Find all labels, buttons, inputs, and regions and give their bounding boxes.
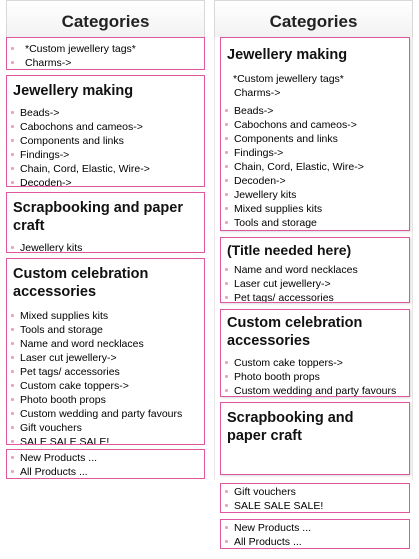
category-link[interactable]: Findings-> [221, 146, 409, 160]
right-box-vouchers-sale [220, 483, 410, 513]
category-link[interactable]: Jewellery kits [7, 241, 204, 253]
category-link[interactable]: Decoden-> [7, 176, 204, 187]
box-title: Custom celebration accessories [227, 315, 363, 349]
right-categories-header: Categories [214, 0, 413, 37]
left-box-scrapbooking [6, 192, 205, 253]
category-link[interactable]: Custom wedding and party favours [221, 384, 409, 397]
category-link[interactable]: Name and word necklaces [7, 337, 204, 351]
products-link[interactable]: New Products ... [7, 451, 204, 465]
category-link[interactable]: Components and links [221, 132, 409, 146]
category-link[interactable]: Gift vouchers [221, 485, 409, 499]
box-title: Custom celebration accessories [13, 266, 149, 300]
category-link[interactable]: *Custom jewellery tags* [233, 73, 344, 85]
category-link[interactable]: Custom cake toppers-> [221, 356, 409, 370]
category-link[interactable]: Findings-> [7, 148, 204, 162]
category-link[interactable]: Mixed supplies kits [7, 309, 204, 323]
category-link[interactable]: Chain, Cord, Elastic, Wire-> [7, 162, 204, 176]
box-title: (Title needed here) [227, 242, 352, 258]
category-link[interactable]: Charms-> [234, 87, 281, 99]
box-title: Jewellery making [13, 83, 134, 99]
category-link[interactable]: Laser cut jewellery-> [7, 351, 204, 365]
box-title: Scrapbooking and paper craft [13, 200, 183, 234]
left-box-custom-celebration [6, 258, 205, 445]
category-link[interactable]: Name and word necklaces [221, 263, 409, 277]
category-link[interactable]: Photo booth props [221, 370, 409, 384]
category-link[interactable]: Chain, Cord, Elastic, Wire-> [221, 160, 409, 174]
products-link[interactable]: All Products ... [221, 535, 409, 549]
left-categories-column [6, 0, 205, 37]
box-title: Jewellery making [227, 47, 348, 63]
left-box-jewellery-making [6, 75, 205, 187]
right-box-custom-celebration [220, 309, 410, 397]
right-box-products [220, 519, 410, 549]
left-box-custom-tags [6, 37, 205, 70]
category-link[interactable]: Gift vouchers [7, 421, 204, 435]
category-link[interactable]: Pet tags/ accessories [7, 365, 204, 379]
right-categories-column [214, 0, 413, 37]
category-link[interactable]: Components and links [7, 134, 204, 148]
category-link[interactable]: Beads-> [7, 106, 204, 120]
category-link[interactable]: Tools and storage [221, 216, 409, 230]
category-link[interactable]: Beads-> [221, 104, 409, 118]
category-link[interactable]: *Custom jewellery tags* [7, 42, 204, 56]
category-link[interactable]: SALE SALE SALE! [221, 499, 409, 513]
box-title: Scrapbooking and paper craft [227, 410, 354, 444]
category-link[interactable]: Photo booth props [7, 393, 204, 407]
category-link[interactable]: Cabochons and cameos-> [221, 118, 409, 132]
right-box-scrapbooking [220, 402, 410, 475]
category-link[interactable]: Laser cut jewellery-> [221, 277, 409, 291]
category-link[interactable]: Custom cake toppers-> [7, 379, 204, 393]
category-link[interactable]: Custom wedding and party favours [7, 407, 204, 421]
category-link[interactable]: Pet tags/ accessories [221, 291, 409, 303]
category-link[interactable]: Decoden-> [221, 174, 409, 188]
category-link[interactable]: Cabochons and cameos-> [7, 120, 204, 134]
left-categories-header: Categories [6, 0, 205, 37]
products-link[interactable]: New Products ... [221, 521, 409, 535]
category-link[interactable]: SALE SALE SALE! [7, 435, 204, 445]
category-link[interactable]: Charms-> [7, 56, 204, 70]
right-box-jewellery-making [220, 37, 410, 231]
category-link[interactable]: Mixed supplies kits [221, 202, 409, 216]
category-link[interactable]: Tools and storage [7, 323, 204, 337]
left-box-products [6, 449, 205, 479]
right-box-title-needed [220, 237, 410, 303]
products-link[interactable]: All Products ... [7, 465, 204, 479]
category-link[interactable]: Jewellery kits [221, 188, 409, 202]
